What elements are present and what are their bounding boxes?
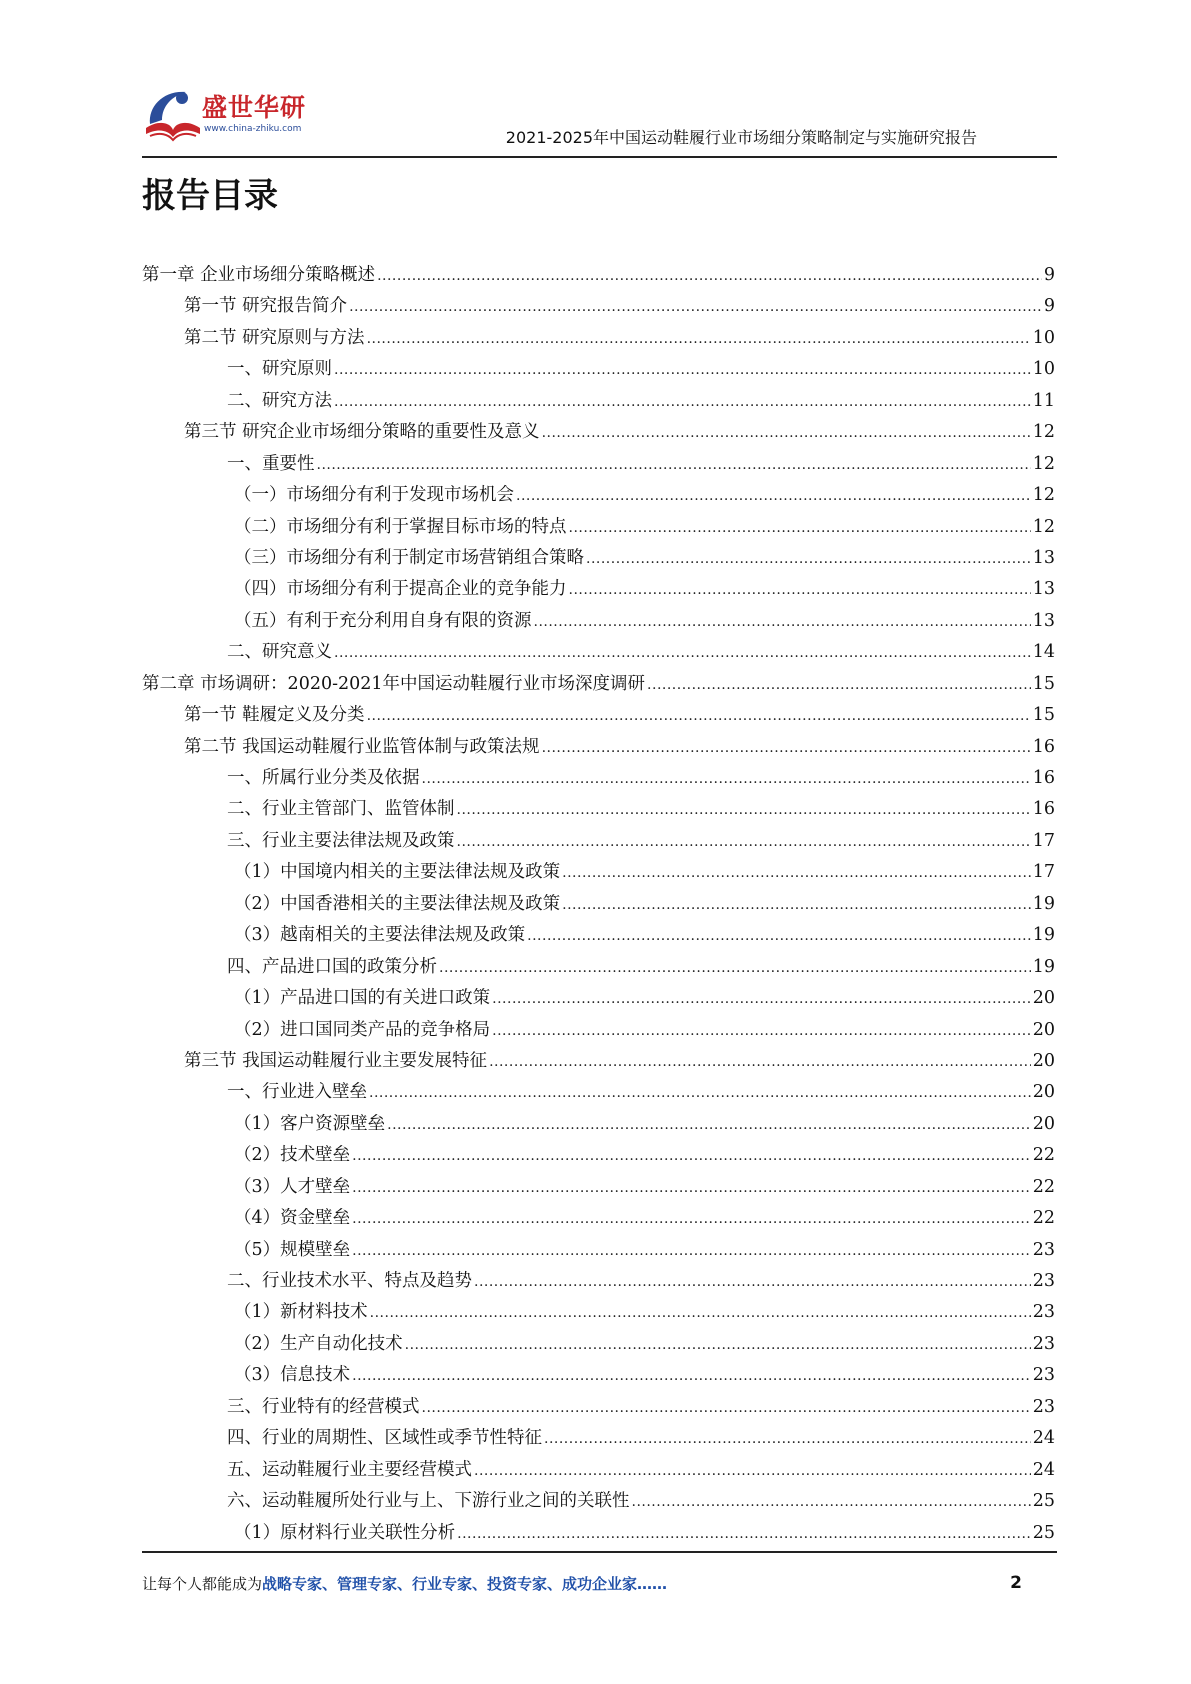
logo-text: 盛世华研 [202,93,307,122]
toc-entry-page: 10 [1032,359,1055,380]
toc-entry-title: 一、研究原则 [227,359,332,380]
toc-entry-page: 17 [1032,862,1055,883]
toc-dot-leader [492,984,1031,1015]
toc-dot-leader [534,607,1031,638]
toc-entry-title: （1）产品进口国的有关进口政策 [234,988,491,1009]
toc-entry-title: （2）中国香港相关的主要法律法规及政策 [234,893,561,914]
toc-dot-leader [352,1361,1031,1392]
toc-entry-page: 16 [1032,736,1055,757]
toc-entry-page: 20 [1032,1082,1055,1103]
toc-entry-title: 第三节 我国运动鞋履行业主要发展特征 [184,1050,488,1071]
toc-entry-title: （1）中国境内相关的主要法律法规及政策 [234,862,561,883]
toc-entry[interactable] [142,794,1055,825]
toc-dot-leader [544,1424,1031,1455]
header-divider [142,156,1057,158]
toc-entry[interactable] [142,260,1055,291]
toc-entry-title: （五）有利于充分利用自身有限的资源 [234,610,532,631]
toc-entry-title: （1）新材料技术 [234,1302,368,1323]
toc-entry-title: 二、研究意义 [227,642,332,663]
toc-entry-page: 16 [1032,768,1055,788]
toc-entry[interactable] [142,1077,1055,1108]
toc-entry-page: 23 [1032,1365,1055,1386]
toc-entry-title: （一）市场细分有利于发现市场机会 [234,485,514,506]
report-title: 2021-2025年中国运动鞋履行业市场细分策略制定与实施研究报告 [505,128,977,147]
toc-dot-leader [334,387,1031,418]
toc-dot-leader [527,921,1031,952]
toc-dot-leader [352,1204,1031,1235]
toc-entry-page: 12 [1032,516,1055,537]
footer-slogan-roles: 战略专家、管理专家、行业专家、投资专家、成功企业家…… [262,1575,668,1593]
toc-entry-page: 19 [1032,893,1055,914]
toc-entry-title: 一、所属行业分类及依据 [227,768,420,788]
toc-entry[interactable] [142,1392,1055,1423]
toc-entry-title: （四）市场细分有利于提高企业的竞争能力 [234,579,567,600]
toc-entry[interactable] [142,1235,1055,1266]
toc-entry[interactable] [142,700,1055,731]
toc-entry-title: 第二节 研究原则与方法 [184,327,365,348]
toc-dot-leader [474,1267,1031,1298]
toc-entry[interactable] [142,449,1055,480]
toc-entry-title: 第一节 鞋履定义及分类 [184,705,365,726]
toc-entry-title: 四、产品进口国的政策分析 [227,956,437,977]
footer-divider [142,1551,1057,1553]
toc-dot-leader [562,858,1031,889]
toc-entry[interactable] [142,480,1055,511]
toc-entry-page: 23 [1032,1333,1055,1354]
toc-entry-title: （3）信息技术 [234,1365,351,1386]
footer-slogan-lead: 让每个人都能成为 [142,1575,263,1593]
toc-entry-page: 17 [1032,830,1055,851]
toc-entry-page: 24 [1032,1459,1055,1480]
toc-dot-leader [569,513,1031,544]
toc-entry-title: 五、运动鞋履行业主要经营模式 [227,1459,472,1480]
toc-entry-page: 25 [1032,1491,1055,1512]
toc-entry[interactable] [142,543,1055,574]
logo-emblem-icon [142,84,204,142]
toc-dot-leader [369,1078,1031,1109]
toc-entry[interactable] [142,1486,1055,1517]
toc-entry-title: （二）市场细分有利于掌握目标市场的特点 [234,516,567,537]
toc-entry-page: 19 [1032,925,1055,946]
toc-entry-title: 三、行业特有的经营模式 [227,1396,420,1417]
toc-entry-title: （三）市场细分有利于制定市场营销组合策略 [234,547,584,568]
toc-dot-leader [457,1519,1031,1550]
toc-entry-page: 14 [1032,642,1055,663]
toc-entry[interactable] [142,1140,1055,1171]
toc-entry-page: 22 [1032,1176,1055,1197]
toc-entry[interactable] [142,417,1055,448]
toc-entry[interactable] [142,606,1055,637]
toc-entry-page: 20 [1032,1113,1055,1134]
toc-entry[interactable] [142,1203,1055,1234]
toc-entry-title: 第一节 研究报告简介 [184,296,348,317]
toc-entry-page: 13 [1032,610,1055,631]
toc-entry[interactable] [142,1360,1055,1391]
toc-entry[interactable] [142,857,1055,888]
toc-entry-title: （1）原材料行业关联性分析 [234,1522,456,1543]
toc-entry[interactable] [142,637,1055,668]
toc-entry-page: 16 [1032,799,1055,820]
toc-dot-leader [334,638,1031,669]
toc-entry-page: 13 [1032,579,1055,600]
toc-entry[interactable] [142,669,1055,700]
toc-entry[interactable] [142,1297,1055,1328]
toc-dot-leader [370,1298,1031,1329]
toc-entry[interactable] [142,826,1055,857]
toc-dot-leader [489,1047,1031,1078]
page-footer [142,1573,1022,1597]
toc-entry-title: （1）客户资源壁垒 [234,1113,386,1134]
toc-entry-page: 12 [1032,422,1055,443]
toc-entry-page: 24 [1032,1428,1055,1449]
toc-entry-page: 19 [1032,956,1055,977]
toc-entry[interactable] [142,291,1055,322]
logo-url: www.china-zhiku.com [204,124,302,134]
toc-dot-leader [387,1110,1031,1141]
toc-entry-page: 15 [1032,705,1055,726]
toc-dot-leader [542,733,1031,764]
toc-entry[interactable] [142,323,1055,354]
toc-entry[interactable] [142,1266,1055,1297]
toc-dot-leader [562,890,1031,921]
toc-dot-leader [334,355,1031,386]
toc-dot-leader [569,575,1031,606]
toc-entry[interactable] [142,983,1055,1014]
toc-dot-leader [474,1456,1031,1487]
toc-entry[interactable] [142,889,1055,920]
toc-entry-title: 第二节 我国运动鞋履行业监管体制与政策法规 [184,736,540,757]
toc-dot-leader [422,764,1031,795]
toc-entry[interactable] [142,386,1055,417]
toc-dot-leader [516,481,1031,512]
toc-entry-page: 9 [1043,296,1055,317]
toc-entry-title: 一、重要性 [227,453,315,474]
toc-entry-title: （2）进口国同类产品的竞争格局 [234,1019,491,1040]
toc-dot-leader [352,1236,1031,1267]
toc-entry-page: 22 [1032,1145,1055,1166]
toc-entry-page: 20 [1032,1019,1055,1040]
toc-entry-title: 二、研究方法 [227,390,332,411]
toc-entry[interactable] [142,512,1055,543]
toc-entry[interactable] [142,1172,1055,1203]
toc-dot-leader [405,1330,1031,1361]
toc-dot-leader [377,261,1042,292]
toc-dot-leader [422,1393,1031,1424]
toc-dot-leader [317,450,1031,481]
toc-entry-page: 25 [1032,1522,1055,1543]
toc-entry[interactable] [142,1046,1055,1077]
toc-dot-leader [457,827,1031,858]
toc-entry[interactable] [142,1423,1055,1454]
toc-dot-leader [492,1016,1031,1047]
company-logo [142,82,312,148]
toc-dot-leader [349,292,1042,323]
toc-dot-leader [647,670,1031,701]
toc-entry-page: 12 [1032,485,1055,506]
toc-entry-page: 20 [1032,1050,1055,1071]
toc-entry-title: （4）资金壁垒 [234,1208,351,1229]
toc-entry[interactable] [142,763,1055,794]
toc-entry-page: 23 [1032,1396,1055,1417]
toc-entry-title: 一、行业进入壁垒 [227,1082,367,1103]
toc-entry-page: 23 [1032,1271,1055,1291]
toc-entry-page: 11 [1032,390,1055,411]
toc-dot-leader [542,418,1031,449]
toc-entry[interactable] [142,952,1055,983]
toc-entry[interactable] [142,1329,1055,1360]
toc-dot-leader [367,324,1031,355]
toc-dot-leader [352,1173,1031,1204]
toc-dot-leader [439,953,1031,984]
toc-dot-leader [457,795,1031,826]
toc-entry[interactable] [142,1518,1055,1549]
toc-entry[interactable] [142,1015,1055,1046]
toc-entry[interactable] [142,920,1055,951]
page-number: 2 [1010,1573,1022,1593]
toc-entry-title: 四、行业的周期性、区域性或季节性特征 [227,1428,542,1449]
toc-entry-title: （3）人才壁垒 [234,1176,351,1197]
toc-heading: 报告目录 [142,176,278,216]
toc-entry-page: 13 [1032,547,1055,568]
toc-dot-leader [586,544,1031,575]
toc-entry-title: 二、行业技术水平、特点及趋势 [227,1271,472,1291]
page-header [142,78,1057,158]
toc-entry[interactable] [142,1109,1055,1140]
table-of-contents [142,260,1055,1549]
toc-entry-page: 20 [1032,988,1055,1009]
toc-entry-page: 15 [1032,673,1055,694]
toc-entry-title: （3）越南相关的主要法律法规及政策 [234,925,526,946]
toc-entry-title: 第三节 研究企业市场细分策略的重要性及意义 [184,422,540,443]
toc-entry-page: 9 [1043,265,1055,285]
toc-entry[interactable] [142,732,1055,763]
toc-entry-page: 22 [1032,1208,1055,1229]
toc-entry-title: 二、行业主管部门、监管体制 [227,799,455,820]
toc-dot-leader [367,701,1031,732]
toc-entry[interactable] [142,354,1055,385]
toc-entry[interactable] [142,574,1055,605]
toc-entry-page: 23 [1032,1239,1055,1260]
toc-entry-title: 三、行业主要法律法规及政策 [227,830,455,851]
toc-entry-title: 六、运动鞋履所处行业与上、下游行业之间的关联性 [227,1491,630,1512]
toc-entry[interactable] [142,1455,1055,1486]
toc-entry-title: 第一章 企业市场细分策略概述 [142,265,376,285]
toc-entry-title: （2）生产自动化技术 [234,1333,403,1354]
toc-entry-title: （2）技术壁垒 [234,1145,351,1166]
toc-entry-title: 第二章 市场调研：2020-2021年中国运动鞋履行业市场深度调研 [142,673,646,694]
toc-entry-page: 12 [1032,453,1055,474]
toc-entry-page: 23 [1032,1302,1055,1323]
toc-entry-title: （5）规模壁垒 [234,1239,351,1260]
toc-entry-page: 10 [1032,327,1055,348]
toc-dot-leader [352,1141,1031,1172]
toc-dot-leader [632,1487,1031,1518]
